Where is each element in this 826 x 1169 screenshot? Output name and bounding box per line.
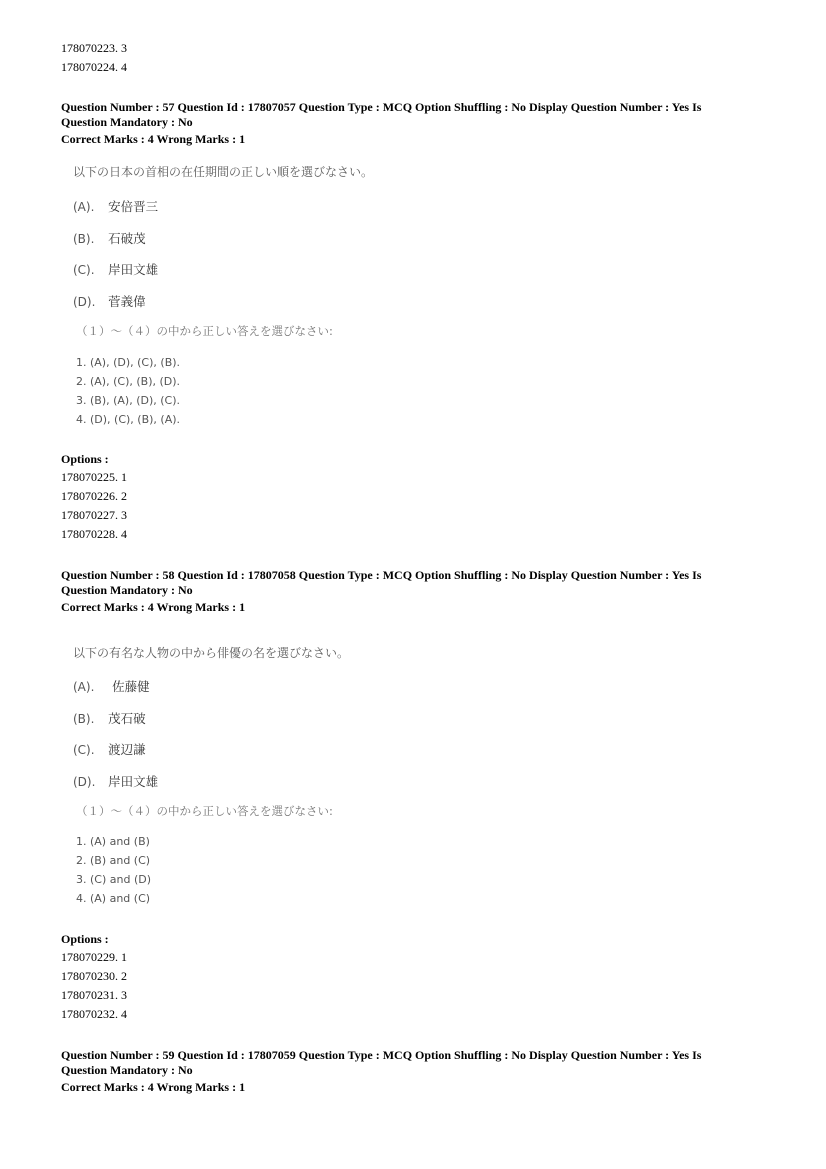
option-line: 178070232. 4: [61, 1007, 127, 1021]
choice-d: [73, 291, 146, 310]
question-header: Question Number : 57 Question Id : 17807057 Question Type : MCQ Option Shuffling : No Display Question Number : Yes Is: [61, 100, 702, 114]
choice-text: 石破茂: [108, 231, 146, 246]
question-header-mandatory: Question Mandatory : No: [61, 583, 193, 597]
choice-label: (D).: [73, 295, 96, 309]
options-label: Options :: [61, 452, 109, 466]
answer-item: 4. (D), (C), (B), (A).: [76, 413, 181, 426]
choice-c: [73, 259, 158, 278]
choice-text: 岸田文雄: [108, 262, 159, 277]
question-text: 以下の有名な人物の中から俳優の名を選びなさい。: [73, 646, 350, 660]
option-line: 178070227. 3: [61, 508, 127, 522]
answer-item: 2. (B) and (C): [76, 854, 151, 867]
question-header-mandatory: Question Mandatory : No: [61, 115, 193, 129]
option-line: 178070230. 2: [61, 969, 127, 983]
question-marks: Correct Marks : 4 Wrong Marks : 1: [61, 600, 246, 614]
answer-item: 3. (B), (A), (D), (C).: [76, 394, 181, 407]
answer-item: 1. (A) and (B): [76, 835, 150, 848]
choice-label: (D).: [73, 775, 96, 789]
choice-label: (A).: [73, 680, 95, 694]
choice-c: [73, 739, 146, 758]
options-label: Options :: [61, 932, 109, 946]
choice-d: [73, 771, 158, 790]
option-line: 178070224. 4: [61, 60, 127, 74]
choice-text: 渡辺謙: [108, 742, 146, 757]
option-line: 178070231. 3: [61, 988, 127, 1002]
choice-label: (A).: [73, 200, 95, 214]
answer-instruction: （１）～（４）の中から正しい答えを選びなさい:: [76, 804, 333, 818]
answer-list: [76, 353, 180, 429]
option-line: 178070225. 1: [61, 470, 127, 484]
answer-item: 2. (A), (C), (B), (D).: [76, 375, 181, 388]
choice-text: 安倍晋三: [108, 199, 159, 214]
question-text: 以下の日本の首相の在任期間の正しい順を選びなさい。: [73, 165, 374, 179]
choice-a: [73, 676, 150, 695]
choice-label: (C).: [73, 263, 95, 277]
answer-item: 3. (C) and (D): [76, 873, 151, 886]
option-line: 178070229. 1: [61, 950, 127, 964]
answer-instruction: （１）～（４）の中から正しい答えを選びなさい:: [76, 324, 333, 338]
question-marks: Correct Marks : 4 Wrong Marks : 1: [61, 1080, 246, 1094]
option-line: 178070223. 3: [61, 41, 127, 55]
choice-text: 岸田文雄: [108, 774, 159, 789]
choice-text: 茂石破: [108, 711, 146, 726]
choice-label: (B).: [73, 712, 95, 726]
choice-text: 菅義偉: [108, 294, 146, 309]
question-header: Question Number : 59 Question Id : 17807059 Question Type : MCQ Option Shuffling : No Display Question Number : Yes Is: [61, 1048, 702, 1062]
answer-item: 1. (A), (D), (C), (B).: [76, 356, 181, 369]
question-marks: Correct Marks : 4 Wrong Marks : 1: [61, 132, 246, 146]
choice-label: (B).: [73, 232, 95, 246]
question-header-mandatory: Question Mandatory : No: [61, 1063, 193, 1077]
question-header: Question Number : 58 Question Id : 17807058 Question Type : MCQ Option Shuffling : No Display Question Number : Yes Is: [61, 568, 702, 582]
choice-a: [73, 196, 158, 215]
choice-text: 佐藤健: [112, 679, 150, 694]
choice-label: (C).: [73, 743, 95, 757]
option-line: 178070228. 4: [61, 527, 127, 541]
choice-b: [73, 708, 146, 727]
answer-item: 4. (A) and (C): [76, 892, 151, 905]
answer-list: [76, 832, 151, 908]
choice-b: [73, 228, 146, 247]
option-line: 178070226. 2: [61, 489, 127, 503]
